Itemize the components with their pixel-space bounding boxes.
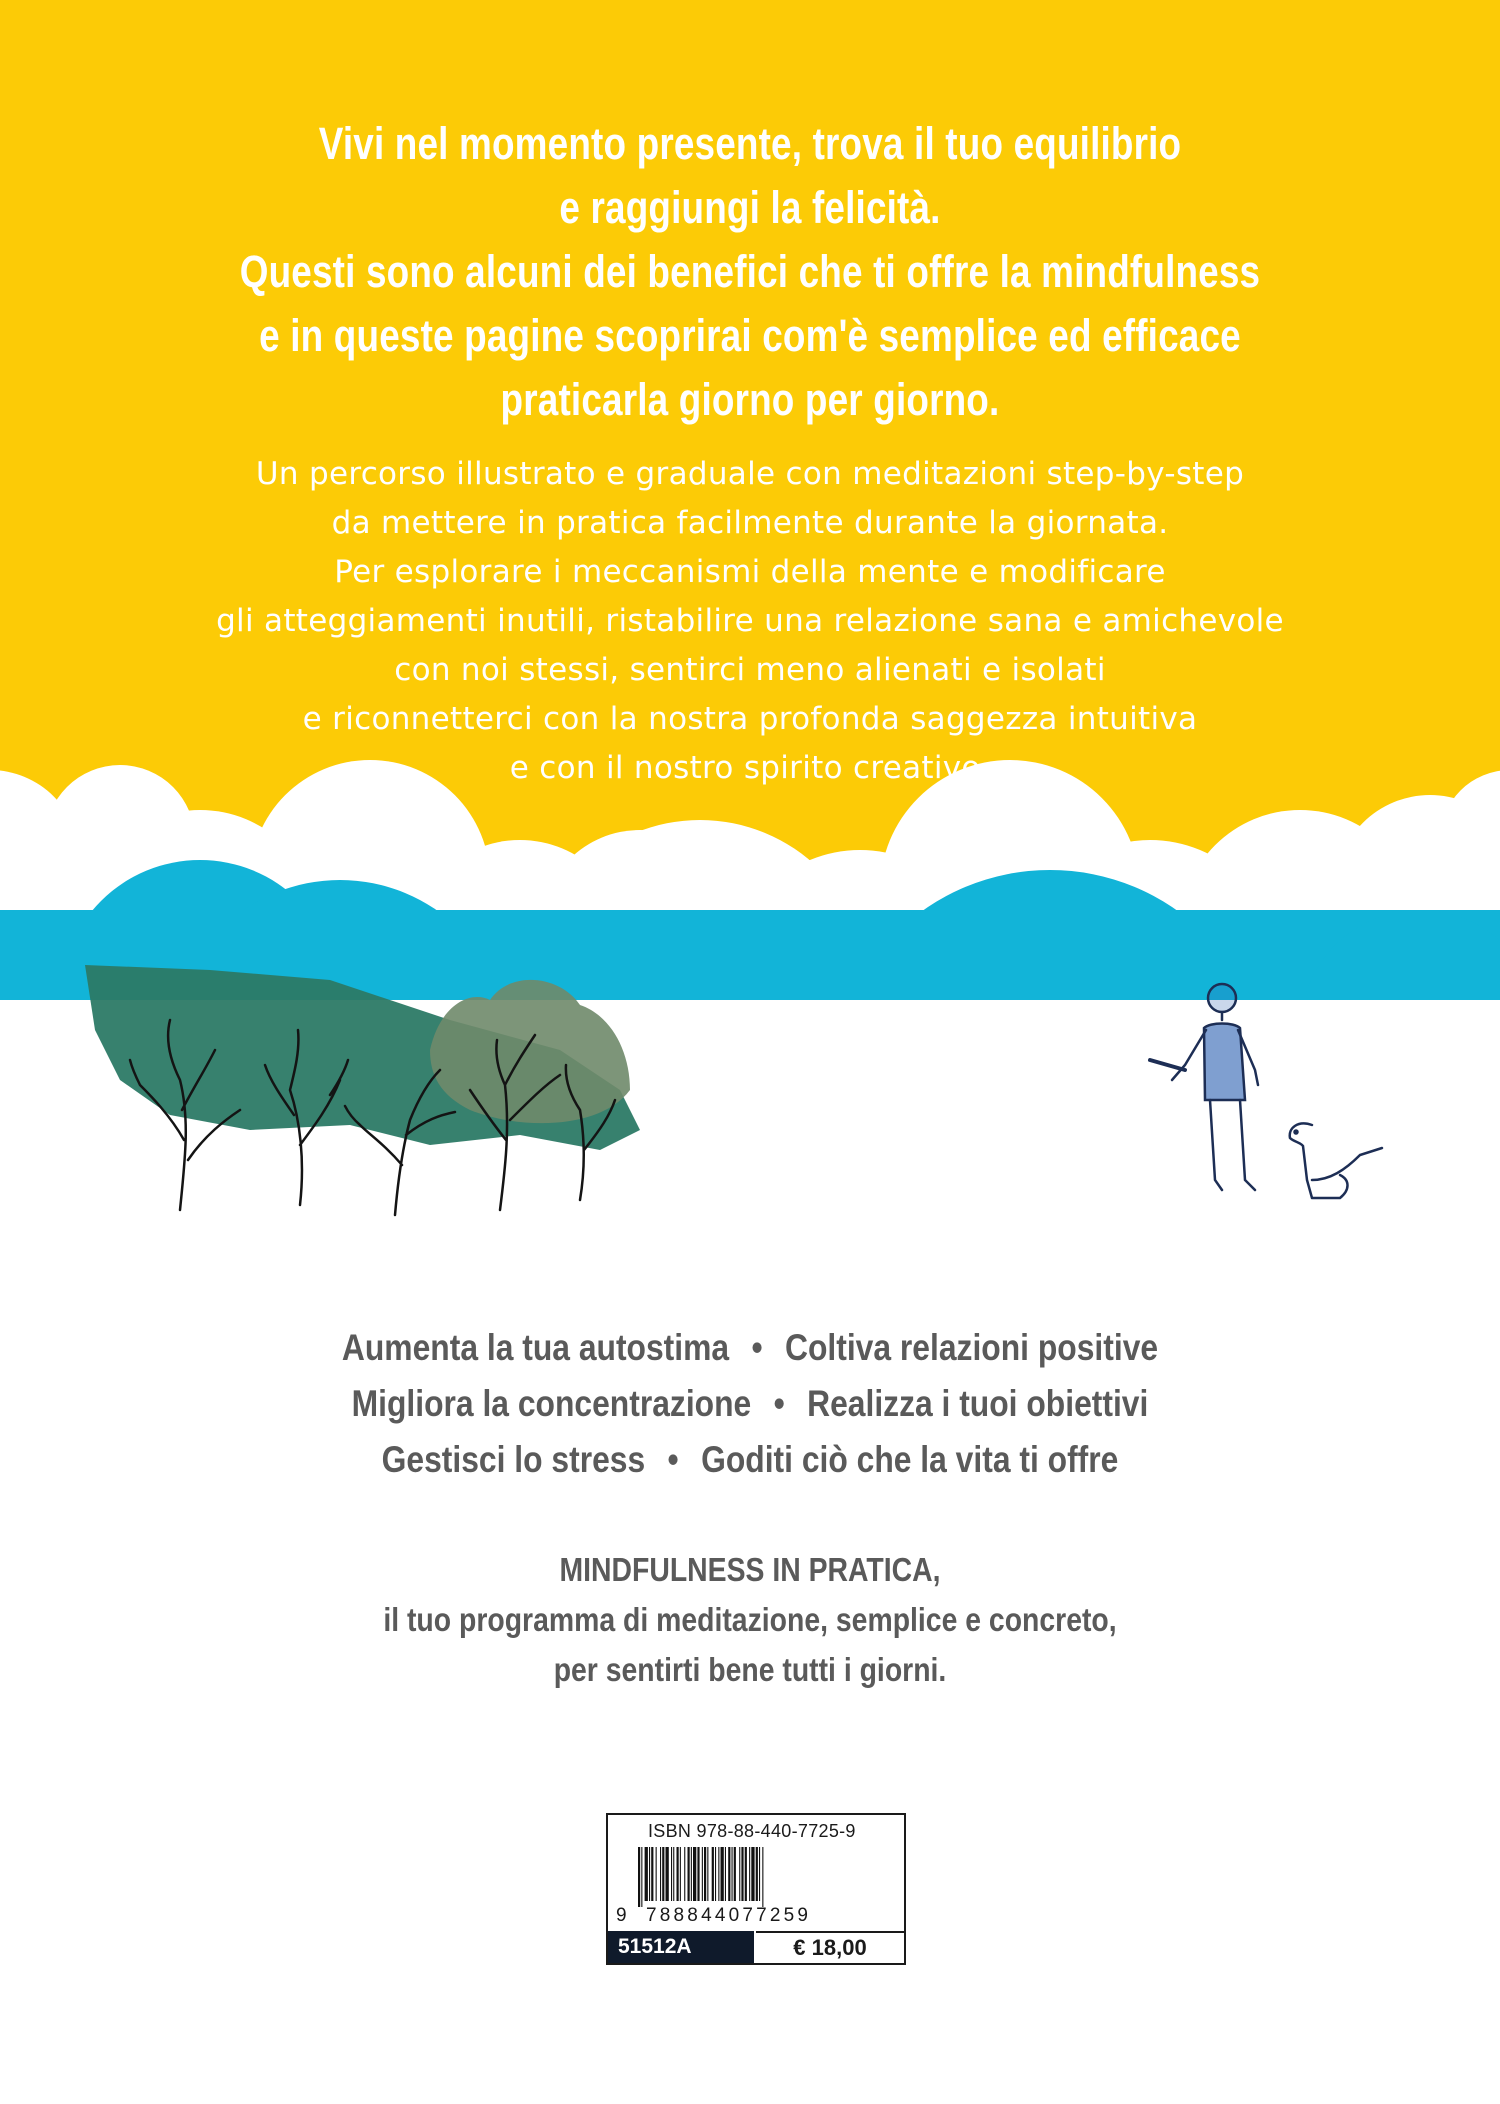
description-line: Per esplorare i meccanismi della mente e modificare [334, 554, 1166, 590]
benefit-item: Realizza i tuoi obiettivi [807, 1383, 1149, 1424]
barcode-bar [734, 1847, 736, 1901]
bullet: • [751, 1327, 763, 1368]
barcode-bar [715, 1847, 716, 1901]
barcode-bar [721, 1847, 724, 1901]
bullet: • [667, 1439, 679, 1480]
barcode-bar [745, 1847, 747, 1901]
lead-paragraph [135, 112, 1365, 432]
benefit-item: Migliora la concentrazione [351, 1383, 752, 1424]
barcode-bar [641, 1847, 642, 1907]
barcode-bar [704, 1847, 706, 1901]
description-line: e riconnetterci con la nostra profonda saggezza intuitiva [302, 701, 1198, 737]
barcode-bar [638, 1847, 640, 1907]
ean-digits: 788844077259 [646, 1905, 812, 1926]
barcode-bar [751, 1847, 754, 1901]
lead-line: Questi sono alcuni dei benefici che ti offre la mindfulness [239, 246, 1261, 297]
closing-line: il tuo programma di meditazione, semplice e concreto, [383, 1601, 1117, 1638]
barcode-bar [693, 1847, 696, 1901]
price: € 18,00 [756, 1931, 904, 1963]
barcode-bars [638, 1847, 878, 1907]
barcode-bar [707, 1847, 708, 1901]
closing-paragraph [105, 1545, 1395, 1695]
barcode-bar [688, 1847, 690, 1901]
barcode-bar [649, 1847, 650, 1901]
description-line: Un percorso illustrato e graduale con meditazioni step-by-step [255, 456, 1245, 492]
benefit-item: Gestisci lo stress [381, 1439, 646, 1480]
barcode-bar [756, 1847, 758, 1901]
barcode-bar [656, 1847, 657, 1901]
ground-and-trees [0, 880, 1500, 1240]
barcode-bar [673, 1847, 674, 1901]
barcode-bar [651, 1847, 653, 1901]
description-line: gli atteggiamenti inutili, ristabilire una relazione sana e amichevole [216, 603, 1284, 639]
description-line: da mettere in pratica facilmente durante la giornata. [331, 505, 1169, 541]
lead-line: praticarla giorno per giorno. [500, 374, 1000, 425]
benefit-item: Aumenta la tua autostima [341, 1327, 730, 1368]
barcode-bar [741, 1847, 743, 1901]
barcode-bar [725, 1847, 726, 1901]
lead-line: e in queste pagine scoprirai com'è semplice ed efficace [259, 310, 1241, 361]
barcode-bar [718, 1847, 719, 1901]
barcode-bar [759, 1847, 760, 1901]
barcode-bar [691, 1847, 692, 1901]
person-head [1208, 984, 1236, 1012]
barcode-bar [671, 1847, 672, 1901]
isbn-barcode-box [606, 1813, 906, 1965]
isbn-label: ISBN 978-88-440-7725-9 [648, 1821, 856, 1841]
barcode-bar [666, 1847, 669, 1901]
benefits-row [105, 1432, 1395, 1488]
barcode-bar [645, 1847, 648, 1901]
barcode-bar [739, 1847, 740, 1901]
ean-first-digit: 9 [616, 1905, 627, 1926]
benefits-row [105, 1376, 1395, 1432]
barcode-bar [702, 1847, 703, 1901]
product-code: 51512A [608, 1931, 754, 1963]
description-line: e con il nostro spirito creativo. [509, 750, 991, 786]
barcode-bar [697, 1847, 699, 1901]
bullet: • [773, 1383, 785, 1424]
lead-line: e raggiungi la felicità. [559, 182, 941, 233]
barcode-bar [677, 1847, 679, 1901]
benefits-row [105, 1320, 1395, 1376]
barcode-bar [660, 1847, 661, 1901]
benefit-item: Goditi ciò che la vita ti offre [701, 1439, 1119, 1480]
barcode-bar [732, 1847, 733, 1901]
description-paragraph [0, 450, 1500, 793]
barcode-bar [662, 1847, 664, 1901]
description-line: con noi stessi, sentirci meno alienati e isolati [394, 652, 1106, 688]
closing-line: MINDFULNESS IN PRATICA, [559, 1551, 941, 1588]
green-hill-blobs [85, 965, 640, 1150]
barcode-bar [712, 1847, 714, 1901]
barcode-bar [728, 1847, 730, 1901]
barcode-bar [680, 1847, 681, 1901]
barcode-bar [749, 1847, 750, 1901]
barcode-bar [762, 1847, 763, 1907]
lead-line: Vivi nel momento presente, trova il tuo equilibrio [318, 118, 1182, 169]
barcode-bar [684, 1847, 685, 1901]
benefits-list [105, 1320, 1395, 1488]
benefit-item: Coltiva relazioni positive [784, 1327, 1159, 1368]
closing-line: per sentirti bene tutti i giorni. [553, 1651, 947, 1688]
